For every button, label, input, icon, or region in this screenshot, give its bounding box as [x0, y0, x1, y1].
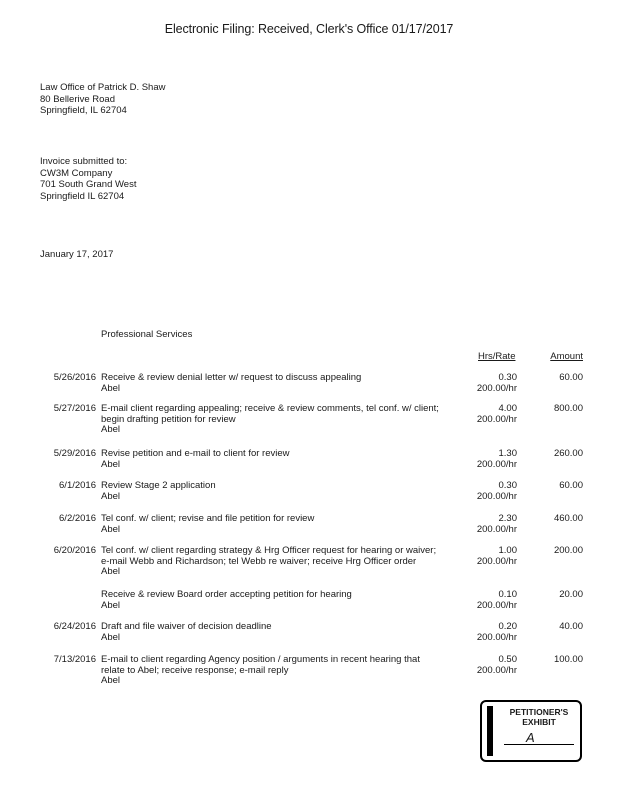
entry-hours-rate	[460, 514, 517, 535]
entry-description-line: Receive & review Board order accepting petition for hearing	[101, 589, 352, 600]
entry-description-line: Abel	[101, 675, 121, 686]
entry-amount: 260.00	[553, 448, 583, 459]
entry-hours-rate	[460, 622, 517, 643]
entry-hours-rate	[460, 546, 517, 567]
entry-rate: 200.00/hr	[476, 631, 517, 643]
entry-date: 6/2/2016	[59, 513, 96, 524]
entry-hours-rate	[460, 373, 517, 394]
entry-amount: 100.00	[553, 654, 583, 665]
entry-hours: 4.00	[498, 403, 517, 414]
entry-description-line: Abel	[101, 490, 121, 502]
entry-amount: 20.00	[559, 589, 583, 600]
stamp-bar	[487, 706, 493, 756]
entry-hours: 1.30	[498, 448, 517, 459]
services-title: Professional Services	[101, 329, 193, 340]
entry-description-line: Abel	[101, 424, 121, 435]
entry-rate: 200.00/hr	[476, 664, 517, 676]
entry-hours: 0.30	[498, 480, 517, 491]
entry-description-line: Abel	[101, 631, 121, 643]
entry-description-line: e-mail Webb and Richardson; tel Webb re waiver; receive Hrg Officer order	[101, 555, 417, 567]
entry-description-line: relate to Abel; receive response; e-mail reply	[101, 664, 289, 676]
recipient-intro: Invoice submitted to:	[40, 156, 128, 167]
entry-description	[101, 373, 466, 394]
entry-description	[101, 590, 466, 611]
entry-description-line: Review Stage 2 application	[101, 480, 216, 491]
entry-hours: 2.30	[498, 513, 517, 524]
entry-amount: 460.00	[553, 513, 583, 524]
entry-description-line: Abel	[101, 599, 121, 611]
entry-description-line: Draft and file waiver of decision deadline	[101, 621, 272, 632]
entry-date: 6/20/2016	[53, 545, 96, 556]
stamp-line-2: EXHIBIT	[522, 717, 556, 727]
entry-hours: 0.50	[498, 654, 517, 665]
entry-description-line: Abel	[101, 566, 121, 577]
entry-rate: 200.00/hr	[476, 523, 517, 535]
entry-description	[101, 449, 466, 470]
entry-amount: 800.00	[553, 403, 583, 414]
entry-description-line: Receive & review denial letter w/ request to discuss appealing	[101, 372, 362, 383]
entry-rate: 200.00/hr	[476, 490, 517, 502]
entry-hours-rate	[460, 404, 517, 425]
entry-hours: 1.00	[498, 545, 517, 556]
recipient-name: CW3M Company	[40, 167, 113, 179]
entry-rate: 200.00/hr	[476, 413, 517, 425]
entry-description-line: Abel	[101, 523, 121, 535]
stamp-line-1: PETITIONER'S	[509, 707, 569, 717]
entry-hours: 0.10	[498, 589, 517, 600]
entry-description	[101, 404, 466, 436]
entry-hours-rate	[460, 590, 517, 611]
entry-amount: 40.00	[559, 621, 583, 632]
entry-rate: 200.00/hr	[476, 382, 517, 394]
hrs-rate-column-header: Hrs/Rate	[478, 351, 516, 362]
invoice-date: January 17, 2017	[40, 249, 114, 260]
recipient-address	[40, 156, 136, 202]
entry-amount: 60.00	[559, 480, 583, 491]
entry-hours-rate	[460, 655, 517, 676]
entry-description-line: begin drafting petition for review	[101, 413, 236, 425]
entry-rate: 200.00/hr	[476, 599, 517, 611]
entry-description-line: Abel	[101, 382, 121, 394]
stamp-mark: A	[526, 730, 535, 745]
entry-date: 5/26/2016	[53, 372, 96, 383]
stamp-title	[496, 707, 582, 727]
entry-hours-rate	[460, 449, 517, 470]
entry-amount: 200.00	[553, 545, 583, 556]
amount-column-header: Amount	[550, 351, 583, 362]
sender-address	[40, 82, 166, 117]
entry-description-line: Tel conf. w/ client; revise and file petition for review	[101, 513, 315, 524]
entry-date: 5/27/2016	[53, 403, 96, 414]
petitioners-exhibit-stamp	[480, 700, 582, 762]
entry-date: 7/13/2016	[53, 654, 96, 665]
entry-description	[101, 481, 466, 502]
entry-hours-rate	[460, 481, 517, 502]
sender-name: Law Office of Patrick D. Shaw	[40, 82, 166, 93]
entry-rate: 200.00/hr	[476, 458, 517, 470]
sender-street: 80 Bellerive Road	[40, 93, 115, 105]
entry-description-line: E-mail client regarding appealing; receive & review comments, tel conf. w/ client;	[101, 403, 439, 414]
entry-description-line: Tel conf. w/ client regarding strategy & Hrg Officer request for hearing or waiver;	[101, 545, 437, 556]
entry-hours: 0.20	[498, 621, 517, 632]
entry-description-line: E-mail to client regarding Agency position / arguments in recent hearing that	[101, 654, 420, 665]
entry-description-line: Abel	[101, 458, 121, 470]
entry-date: 5/29/2016	[53, 448, 96, 459]
sender-city: Springfield, IL 62704	[40, 105, 127, 116]
recipient-street: 701 South Grand West	[40, 179, 137, 190]
entry-description	[101, 546, 466, 578]
entry-description	[101, 622, 466, 643]
stamp-underline	[504, 744, 574, 745]
entry-description	[101, 514, 466, 535]
entry-description-line: Revise petition and e-mail to client for review	[101, 448, 290, 459]
entry-date: 6/1/2016	[59, 480, 96, 491]
entry-amount: 60.00	[559, 372, 583, 383]
entry-hours: 0.30	[498, 372, 517, 383]
entry-rate: 200.00/hr	[476, 555, 517, 567]
entry-date: 6/24/2016	[53, 621, 96, 632]
recipient-city: Springfield IL 62704	[40, 190, 125, 202]
electronic-filing-header: Electronic Filing: Received, Clerk's Office 01/17/2017	[164, 22, 454, 36]
entry-description	[101, 655, 466, 687]
